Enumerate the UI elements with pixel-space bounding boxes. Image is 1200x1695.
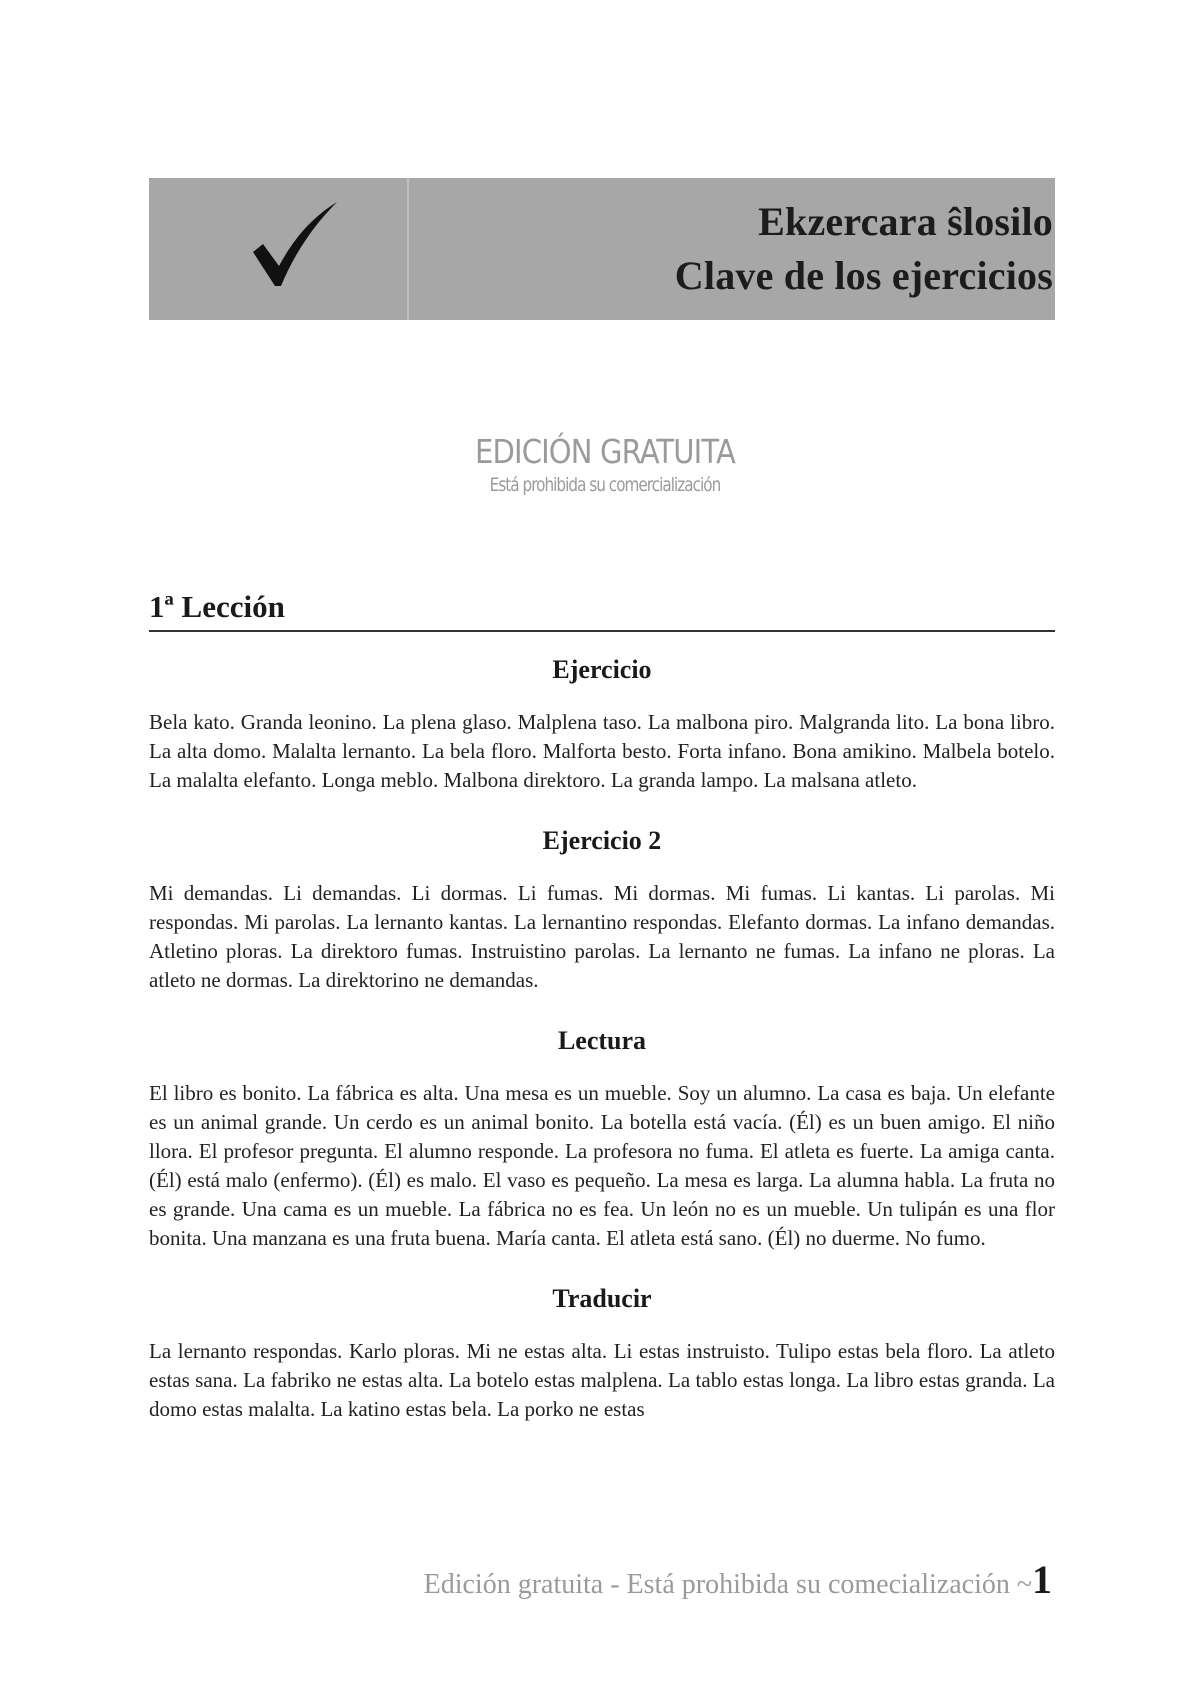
watermark-subtitle: Está prohibida su comercialización: [489, 474, 721, 496]
section-text-lectura: El libro es bonito. La fábrica es alta. Una mesa es un mueble. Soy un alumno. La casa es baja. Un elefante es un animal grande. Un cerdo es un animal bonito. La botella está vacía. (Él) es un buen amigo. El niño llora. El profesor pregunta. El alumno responde. La profesora no fuma. El atleta es fuerte. La amiga canta. (Él) está malo (enfermo). (Él) es malo. El vaso es pequeño. La mesa es larga. La alumna habla. La fruta no es grande. Una cama es un mueble. La fábrica no es fea. Un león no es un mueble. Un tulipán es una flor bonita. Una manzana es una fruta buena. María canta. El atleta está sano. (Él) no duerme. No fumo.: [149, 1081, 1055, 1250]
section-text-ejercicio: Bela kato. Granda leonino. La plena glaso. Malplena taso. La malbona piro. Malgranda lito. La bona libro. La alta domo. Malalta lernanto. La bela floro. Malforta besto. Forta infano. Bona amikino. Malbela botelo. La malalta elefanto. Longa meblo. Malbona direktoro. La granda lampo. La malsana atleto.: [149, 710, 1055, 792]
lesson-content: [149, 588, 1055, 1454]
section-text-traducir: La lernanto respondas. Karlo ploras. Mi ne estas alta. Li estas instruisto. Tulipo estas bela floro. La atleto estas sana. La fabriko ne estas alta. La botelo estas malplena. La tablo estas longa. La libro estas granda. La domo estas malalta. La katino estas bela. La porko ne estas: [149, 1339, 1055, 1421]
checkmark-icon: [249, 200, 341, 292]
section-heading-lectura: Lectura: [557, 1026, 647, 1055]
chapter-title-esperanto: Ekzercara ŝlosilo: [758, 199, 1053, 244]
icon-cell: [149, 178, 409, 320]
section-heading-traducir: Traducir: [552, 1284, 652, 1313]
section-heading-ejercicio: Ejercicio: [552, 655, 652, 684]
footer-text: Edición gratuita - Está prohibida su comecialización ~: [423, 1569, 1032, 1600]
page-footer: [423, 1557, 1052, 1605]
section-text-ejercicio-2: Mi demandas. Li demandas. Li dormas. Li fumas. Mi dormas. Mi fumas. Li kantas. Li parolas. Mi respondas. Mi parolas. La lernanto kantas. La lernantino respondas. Elefanto dormas. La infano demandas. Atletino ploras. La direktoro fumas. Instruistino parolas. La lernanto ne fumas. La infano ne ploras. La atleto ne dormas. La direktorino ne demandas.: [149, 881, 1055, 992]
lesson-title: 1ª Lección: [149, 588, 1055, 632]
watermark-title: EDICIÓN GRATUITA: [475, 432, 735, 471]
header-band: [149, 178, 1055, 320]
title-cell: [409, 178, 1055, 320]
chapter-title-spanish: Clave de los ejercicios: [674, 253, 1053, 298]
section-heading-ejercicio-2: Ejercicio 2: [542, 826, 662, 855]
page-number: 1: [1032, 1557, 1052, 1602]
watermark: [440, 432, 770, 498]
